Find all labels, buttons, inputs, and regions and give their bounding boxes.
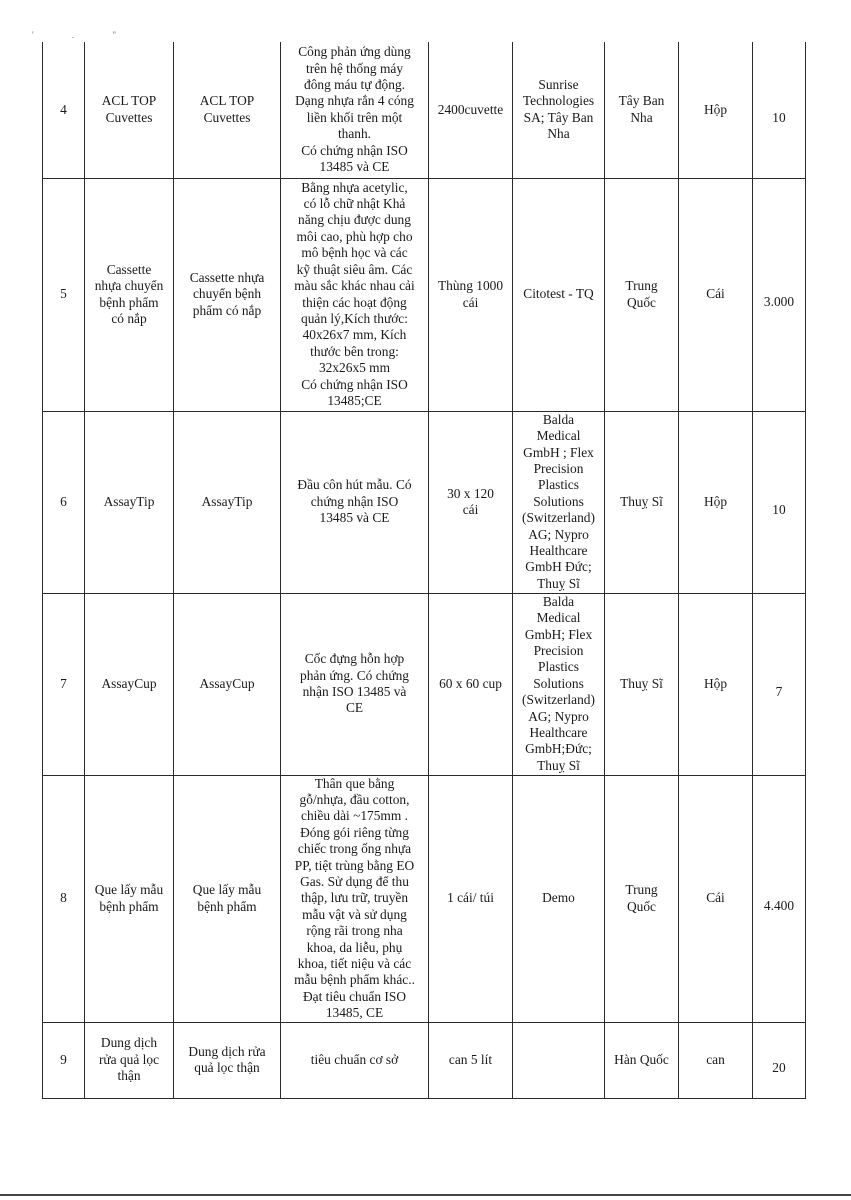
cell-item-name-line: nhựa chuyển <box>94 278 164 294</box>
cell-packaging-line: cái <box>462 502 479 517</box>
cell-manufacturer <box>513 1022 605 1098</box>
cell-description-line: 13485 và CE <box>319 510 390 526</box>
cell-manufacturer-line: Nha <box>547 126 570 142</box>
cell-description-line: 32x26x5 mm <box>318 360 391 376</box>
cell-manufacturer-line: Thuỵ Sĩ <box>537 757 580 773</box>
cell-description-line: mô bệnh học và các <box>301 245 408 261</box>
cell-origin-line: Nha <box>630 109 653 125</box>
cell-manufacturer-line: Solutions <box>533 493 584 509</box>
cell-description-line: tiêu chuẩn cơ sở <box>310 1051 399 1067</box>
cell-manufacturer-line: Technologies <box>522 93 595 109</box>
cell-stt: 5 <box>43 178 85 411</box>
cell-packaging <box>429 178 513 411</box>
cell-description-line: kỹ thuật siêu âm. Các <box>296 261 413 277</box>
cell-manufacturer-line: GmbH; Flex <box>524 626 593 642</box>
cell-item-name-line: thận <box>117 1068 141 1084</box>
cell-trade-name-line: chuyển bệnh <box>192 286 262 302</box>
cell-description <box>281 593 429 775</box>
cell-description <box>281 1022 429 1098</box>
page-bottom-edge <box>0 1194 851 1196</box>
cell-origin-line: Thuỵ Sĩ <box>620 493 663 509</box>
cell-manufacturer-line: (Switzerland) <box>522 510 595 526</box>
table-row <box>43 178 806 411</box>
cell-packaging <box>429 411 513 593</box>
cell-description-line: 13485, CE <box>325 1005 384 1021</box>
cell-packaging-line: 1 cái/ túi <box>447 890 494 906</box>
cell-manufacturer-line: Medical <box>536 610 581 626</box>
cell-trade-name-line: AssayCup <box>199 675 255 691</box>
cell-description <box>281 178 429 411</box>
cell-description-line: Có chứng nhận ISO <box>301 376 408 392</box>
cell-stt: 6 <box>43 411 85 593</box>
cell-stt: 7 <box>43 593 85 775</box>
cell-origin <box>605 1022 679 1098</box>
cell-trade-name-line: AssayTip <box>201 493 253 509</box>
cell-item-name <box>85 178 174 411</box>
cell-manufacturer-line: Solutions <box>533 675 584 691</box>
cell-quantity: 10 <box>753 42 806 178</box>
cell-description-line: năng chịu được dung <box>298 212 411 228</box>
cell-description-line: môi cao, phù hợp cho <box>296 228 413 244</box>
cell-description-line: mẫu vật và sử dụng <box>302 906 407 922</box>
cell-origin <box>605 42 679 178</box>
cell-description-line: phản ứng. Có chứng <box>300 667 409 683</box>
supplies-table <box>42 42 806 1099</box>
cell-packaging <box>429 1022 513 1098</box>
cell-manufacturer-line: GmbH;Đức; <box>525 741 592 757</box>
cell-packaging-line: 30 x 120 <box>447 485 494 501</box>
cell-unit: Hộp <box>679 411 753 593</box>
cell-manufacturer-line: Plastics <box>538 659 579 675</box>
cell-description-line: Cốc đựng hỗn hợp <box>304 651 405 667</box>
cell-description-line: Gas. Sử dụng để thu <box>300 873 409 889</box>
cell-packaging-line: 2400cuvette <box>437 101 504 117</box>
cell-quantity: 3.000 <box>753 178 806 411</box>
cell-item-name <box>85 1022 174 1098</box>
cell-unit: Cái <box>679 775 753 1022</box>
cell-description-line: thập, lưu trữ, truyền <box>300 890 409 906</box>
cell-item-name-line: rửa quả lọc <box>98 1051 160 1067</box>
cell-quantity: 4.400 <box>753 775 806 1022</box>
cell-description-line: Đạt tiêu chuẩn ISO <box>302 988 406 1004</box>
cell-description-line: Đầu côn hút mẫu. Có <box>297 477 412 493</box>
cell-item-name <box>85 42 174 178</box>
cell-item-name-line: Dung dịch <box>100 1035 158 1051</box>
cell-manufacturer-line: AG; Nypro <box>528 708 589 724</box>
cell-manufacturer-line: Sunrise <box>538 76 579 92</box>
cell-trade-name-line: phẩm có nắp <box>192 302 262 318</box>
cell-description-line: màu sắc khác nhau cải <box>294 278 415 294</box>
cell-description-line: quản lý,Kích thước: <box>301 310 408 326</box>
cell-origin <box>605 775 679 1022</box>
cell-description-line: liền khối trên một <box>306 109 403 125</box>
cell-item-name <box>85 775 174 1022</box>
cell-manufacturer-line: Medical <box>536 428 581 444</box>
cell-description-line: khoa, da liễu, phụ <box>306 939 403 955</box>
cell-description-line: rộng rãi trong nha <box>306 923 403 939</box>
cell-packaging-line: Thùng 1000 <box>437 278 504 294</box>
cell-manufacturer-line: Precision <box>533 460 584 476</box>
cell-origin-line: Quốc <box>626 898 656 914</box>
cell-description-line: trên hệ thống máy <box>305 60 404 76</box>
cell-description-line: Công phản ứng dùng <box>298 44 411 60</box>
cell-item-name <box>85 411 174 593</box>
cell-manufacturer-line: Healthcare <box>529 725 588 741</box>
cell-trade-name <box>174 411 281 593</box>
cell-description <box>281 411 429 593</box>
cell-description <box>281 775 429 1022</box>
cell-description-line: khoa, tiết niệu và các <box>297 955 412 971</box>
cell-manufacturer-line: Citotest - TQ <box>523 286 594 302</box>
cell-unit: can <box>679 1022 753 1098</box>
cell-trade-name-line: Que lấy mẫu <box>192 882 262 898</box>
cell-packaging-line: 60 x 60 cup <box>439 675 502 691</box>
cell-item-name-line: ACL TOP <box>101 93 157 109</box>
cell-trade-name <box>174 775 281 1022</box>
cell-manufacturer-line: AG; Nypro <box>528 526 589 542</box>
cell-item-name-line: AssayCup <box>101 675 157 691</box>
cell-item-name-line: bệnh phẩm <box>99 898 159 914</box>
cell-stt: 4 <box>43 42 85 178</box>
cell-trade-name <box>174 178 281 411</box>
cell-origin-line: Thuỵ Sĩ <box>620 675 663 691</box>
cell-manufacturer-line: Precision <box>533 642 584 658</box>
cell-origin <box>605 178 679 411</box>
cell-manufacturer <box>513 178 605 411</box>
cell-description-line: 13485 và CE <box>319 158 390 174</box>
cell-description-line: nhận ISO 13485 và <box>302 684 407 699</box>
cell-item-name-line: Cassette <box>106 261 152 277</box>
cell-unit: Cái <box>679 178 753 411</box>
table-row <box>43 593 806 775</box>
cell-description-line: thước bên trong: <box>310 343 399 359</box>
cell-manufacturer-line: Demo <box>542 890 575 906</box>
cell-manufacturer-line: SA; Tây Ban <box>523 109 594 125</box>
page-corner-marks: ' . " <box>32 30 135 40</box>
cell-description-line: thanh. <box>337 126 372 142</box>
cell-packaging <box>429 775 513 1022</box>
cell-item-name-line: bệnh phẩm <box>99 294 159 310</box>
cell-manufacturer-line: Plastics <box>538 477 579 493</box>
cell-item-name-line: Que lấy mẫu <box>94 882 164 898</box>
cell-trade-name <box>174 42 281 178</box>
cell-trade-name-line: bệnh phẩm <box>197 898 257 914</box>
table-row <box>43 411 806 593</box>
table-row <box>43 775 806 1022</box>
table-row <box>43 42 806 178</box>
cell-description-line: Bằng nhựa acetylic, <box>301 179 408 195</box>
cell-manufacturer-line: Healthcare <box>529 543 588 559</box>
cell-description-line: Đóng gói riêng từng <box>300 824 409 840</box>
cell-item-name-line: Cuvettes <box>105 109 153 125</box>
cell-quantity: 10 <box>753 411 806 593</box>
cell-description-line: thiện các hoạt động <box>302 294 407 310</box>
cell-item-name-line: có nắp <box>111 310 147 326</box>
cell-description-line: chứng nhận ISO <box>310 493 399 509</box>
cell-description-line: 13485;CE <box>327 392 382 408</box>
cell-unit: Hộp <box>679 593 753 775</box>
cell-manufacturer <box>513 593 605 775</box>
cell-description-line: chiếc trong ống nhựa <box>297 841 412 857</box>
cell-item-name <box>85 593 174 775</box>
cell-packaging <box>429 593 513 775</box>
cell-origin-line: Quốc <box>626 294 656 310</box>
cell-origin <box>605 593 679 775</box>
cell-trade-name-line: Cassette nhựa <box>189 269 265 285</box>
table-row <box>43 1022 806 1098</box>
cell-origin-line: Trung <box>625 882 658 898</box>
cell-quantity: 7 <box>753 593 806 775</box>
cell-description-line: chiều dài ~175mm . <box>301 808 408 824</box>
cell-description-line: đông máu tự động. <box>304 76 405 92</box>
cell-description-line: gỗ/nhựa, đầu cotton, <box>299 791 410 807</box>
cell-description-line: CE <box>345 700 364 716</box>
cell-description-line: có lỗ chữ nhật Khả <box>303 196 406 212</box>
cell-trade-name <box>174 593 281 775</box>
cell-manufacturer-line: Thuỵ Sĩ <box>537 575 580 591</box>
cell-manufacturer-line: GmbH ; Flex <box>523 444 594 460</box>
cell-item-name-line: AssayTip <box>103 493 155 509</box>
cell-description <box>281 42 429 178</box>
cell-manufacturer <box>513 775 605 1022</box>
cell-trade-name-line: Dung dịch rửa <box>188 1043 266 1059</box>
cell-description-line: PP, tiệt trùng bằng EO <box>294 857 415 873</box>
cell-packaging-line: cái <box>462 294 479 310</box>
cell-description-line: mẫu bệnh phẩm khác.. <box>294 972 415 988</box>
cell-origin-line: Trung <box>625 278 658 294</box>
cell-origin-line: Tây Ban <box>618 93 665 109</box>
cell-manufacturer-line: (Switzerland) <box>522 692 595 708</box>
cell-packaging <box>429 42 513 178</box>
cell-description-line: Có chứng nhận ISO <box>301 142 408 158</box>
cell-stt: 8 <box>43 775 85 1022</box>
cell-origin <box>605 411 679 593</box>
cell-trade-name-line: quả lọc thận <box>194 1060 260 1076</box>
cell-trade-name-line: ACL TOP <box>199 93 255 109</box>
cell-packaging-line: can 5 lít <box>448 1051 493 1067</box>
cell-manufacturer <box>513 411 605 593</box>
cell-description-line: Thân que bằng <box>314 775 395 791</box>
cell-manufacturer-line: Balda <box>542 593 575 609</box>
cell-unit: Hộp <box>679 42 753 178</box>
cell-trade-name <box>174 1022 281 1098</box>
cell-trade-name-line: Cuvettes <box>203 109 251 125</box>
cell-description-line: 40x26x7 mm, Kích <box>302 327 407 343</box>
cell-manufacturer-line: Balda <box>542 411 575 427</box>
cell-manufacturer <box>513 42 605 178</box>
cell-description-line: Dạng nhựa rắn 4 cóng <box>295 93 414 109</box>
cell-manufacturer-line: GmbH Đức; <box>525 559 592 575</box>
cell-origin-line: Hàn Quốc <box>614 1051 669 1067</box>
cell-quantity: 20 <box>753 1022 806 1098</box>
cell-stt: 9 <box>43 1022 85 1098</box>
